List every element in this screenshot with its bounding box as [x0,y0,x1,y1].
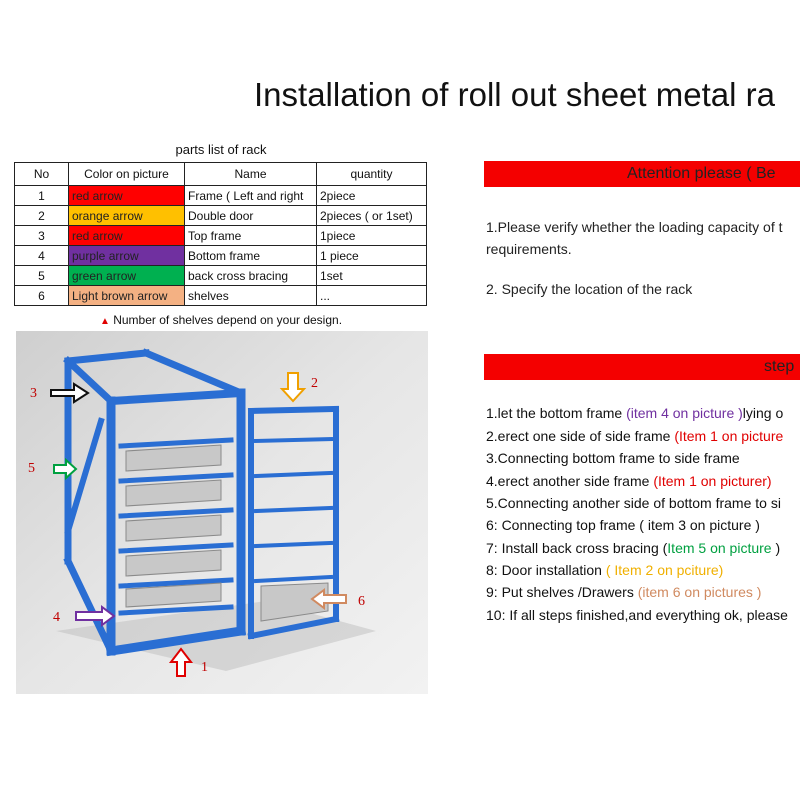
table-row [15,206,427,226]
arrow-label-4: 4 [53,610,60,625]
row-no: 4 [15,246,69,266]
row-name: shelves [185,286,317,306]
shelves-note [14,313,428,327]
warning-triangle-icon: ▲ [99,316,110,327]
step-text: 8: Door installation [486,562,606,578]
step-item [486,607,788,623]
step-text: 4.erect another side frame [486,473,654,489]
attention-item: 2. Specify the location of the rack [486,281,693,297]
step-item [486,428,783,444]
attention-item: 1.Please verify whether the loading capacity of t [486,219,783,235]
step-text: 3.Connecting bottom frame to side frame [486,450,740,466]
step-item [486,450,740,466]
header-color: Color on picture [69,163,185,186]
row-color: green arrow [69,266,185,286]
row-no: 1 [15,186,69,206]
table-row [15,246,427,266]
table-row [15,226,427,246]
steps-banner: step [484,354,800,380]
attention-item: requirements. [486,241,572,257]
row-name: back cross bracing [185,266,317,286]
row-color: purple arrow [69,246,185,266]
arrow-label-3: 3 [30,386,37,401]
row-quantity: 1set [317,266,427,286]
row-color: Light brown arrow [69,286,185,306]
row-name: Bottom frame [185,246,317,266]
step-text: 2.erect one side of side frame [486,428,675,444]
step-highlight: (Item 1 on picture [674,428,784,444]
step-item [486,584,761,600]
arrow-label-2: 2 [311,376,318,391]
page-title: Installation of roll out sheet metal ra [254,76,775,113]
table-row [15,286,427,306]
step-text: 5.Connecting another side of bottom frame to si [486,495,781,511]
header-quantity: quantity [317,163,427,186]
row-quantity: 2piece [317,186,427,206]
row-name: Top frame [185,226,317,246]
step-item [486,517,760,533]
row-no: 6 [15,286,69,306]
row-color: red arrow [69,186,185,206]
rack-illustration [16,331,428,694]
step-text: 6: Connecting top frame ( item 3 on picture ) [486,517,760,533]
step-item [486,495,781,511]
step-text: 10: If all steps finished,and everything ok, please [486,607,788,623]
arrow-label-1: 1 [201,660,208,675]
step-text: 1.let the bottom frame [486,405,627,421]
row-no: 3 [15,226,69,246]
step-highlight: (Item 1 on picturer) [653,473,772,489]
step-text-end: lying o [742,405,784,421]
attention-banner: Attention please ( Be [484,161,800,187]
step-text: 7: Install back cross bracing ( [486,540,668,556]
row-name: Double door [185,206,317,226]
step-highlight: (item 6 on pictures ) [637,584,762,600]
table-row [15,266,427,286]
step-text-end: ) [771,540,781,556]
table-row [15,186,427,206]
row-no: 2 [15,206,69,226]
step-highlight: Item 5 on picture [667,540,772,556]
parts-table [14,162,427,306]
row-quantity: 2pieces ( or 1set) [317,206,427,226]
row-no: 5 [15,266,69,286]
step-text: 9: Put shelves /Drawers [486,584,638,600]
step-highlight: (item 4 on picture ) [626,405,743,421]
row-quantity: 1piece [317,226,427,246]
arrow-label-6: 6 [358,594,365,609]
row-quantity: ... [317,286,427,306]
shelves-note-text: Number of shelves depend on your design. [113,313,343,327]
header-no: No [15,163,69,186]
arrow-label-5: 5 [28,461,35,476]
step-item [486,562,723,578]
step-item [486,540,780,556]
step-item [486,473,772,489]
step-item [486,405,783,421]
row-color: red arrow [69,226,185,246]
header-name: Name [185,163,317,186]
step-highlight: ( Item 2 on pciture) [605,562,724,578]
parts-list-caption: parts list of rack [175,142,267,157]
row-name: Frame ( Left and right [185,186,317,206]
parts-table-header [15,163,427,186]
row-color: orange arrow [69,206,185,226]
row-quantity: 1 piece [317,246,427,266]
